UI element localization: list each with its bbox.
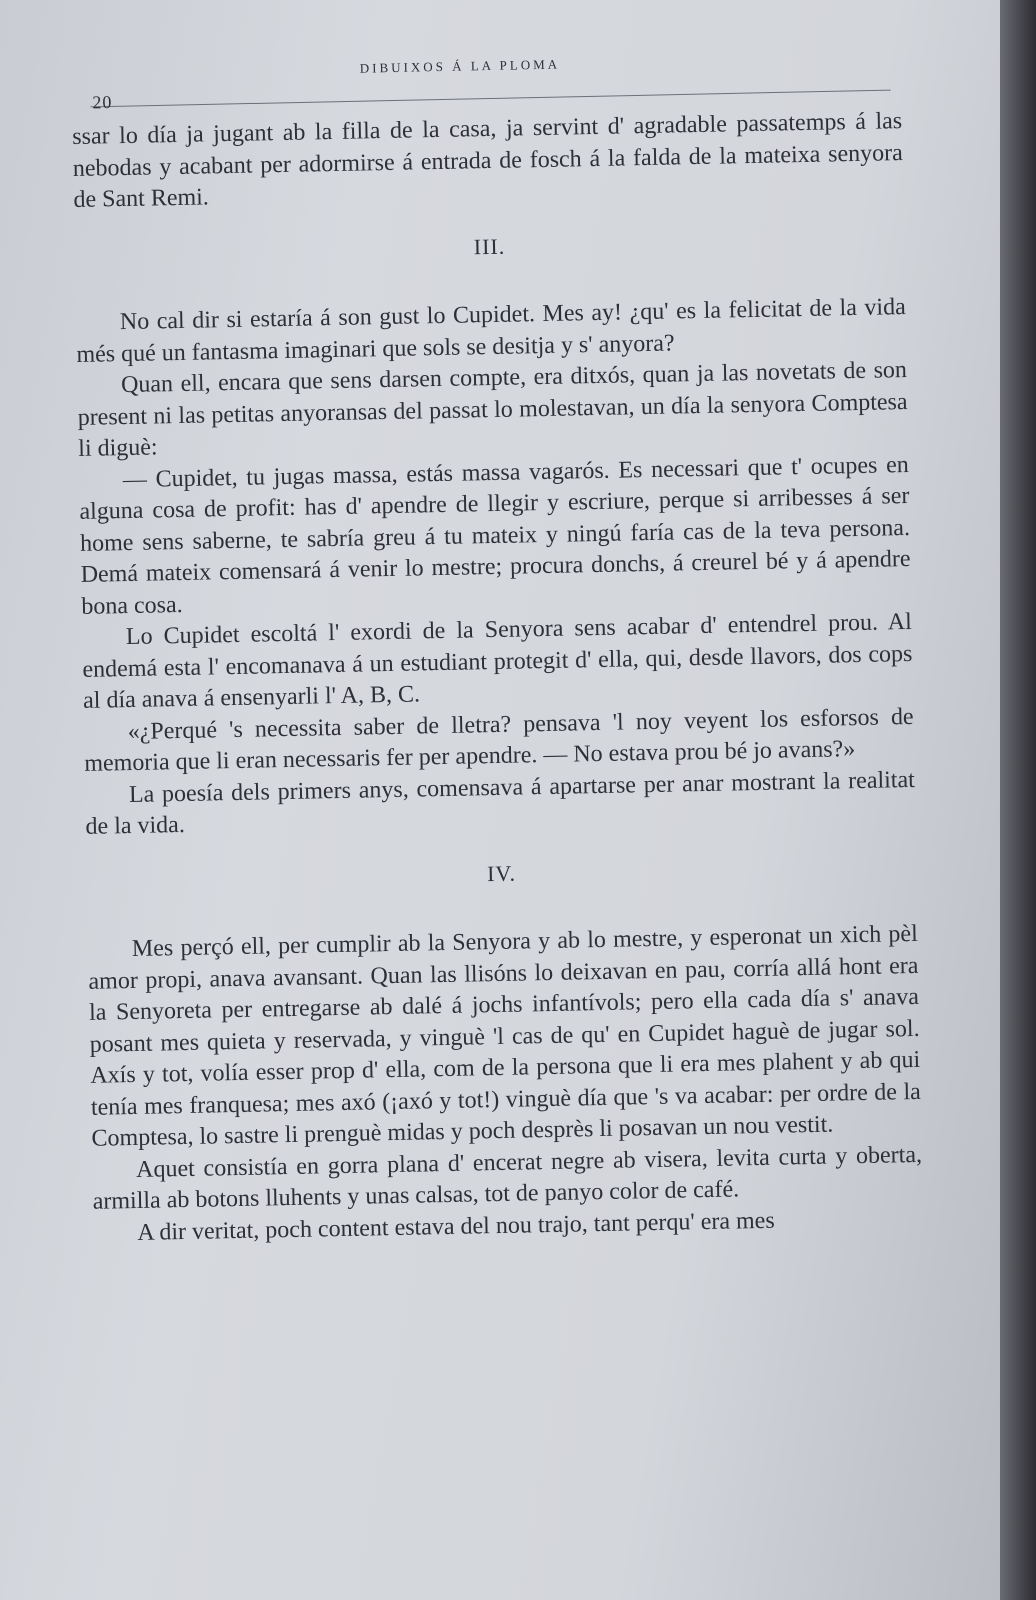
running-title: DIBUIXOS Á LA PLOMA <box>359 56 561 76</box>
paragraph: La poesía dels primers anys, comensava á apartarse per anar mostrant la realitat de la vida. <box>85 766 916 840</box>
paragraph: Quan ell, encara que sens darsen compte, era ditxós, quan ja las novetats de son present ni las petitas anyoransas del passat lo molestavan, un día la senyora Comptesa li diguè: <box>77 357 908 462</box>
paragraph: Lo Cupidet escoltá l' exordi de la Senyora sens acabar d' entendrel prou. Al endemá esta l' encomanava á un estudiant protegit d' ella, qui, desde llavors, dos cops al día anava á ensenyarli l' A, B, C. <box>82 608 913 714</box>
paragraph: «¿Perqué 's necessita saber de lletra? pensava 'l noy veyent los esforsos de memoria que li eran necessaris fer per apendre. — No estava prou bé jo avans?» <box>84 703 914 777</box>
paragraph: Aquet consistía en gorra plana d' encerat negre ab visera, levita curta y oberta, armilla ab botons lluhents y unas calsas, tot de panyo color de café. <box>92 1141 923 1215</box>
running-head <box>90 50 891 113</box>
paragraph: No cal dir si estaría á son gust lo Cupidet. Mes ay! ¿qu' es la felicitat de la vida més qué un fantasma imaginari que sols se desitja y s' anyora? <box>76 294 906 368</box>
paragraph: — Cupidet, tu jugas massa, estás massa vagarós. Es necessari que t' ocupes en alguna cosa de profit: has d' apendre de llegir y escriure, perque si arribesses á ser home sens saberne, te sabría greu á tu mateix y ningú faría cas de la teva persona. Demá mateix comensará á venir lo mestre; procura donchs, á creurel bé y á apendre bona cosa. <box>79 451 911 620</box>
paragraph: A dir veritat, poch content estava del nou trajo, tant perqu' era mes <box>137 1207 775 1246</box>
page-number: 20 <box>92 91 113 113</box>
page-edge-shadow <box>1000 0 1036 1600</box>
section-heading-iv: IV. <box>486 860 517 886</box>
body-text <box>72 106 924 1250</box>
section-heading-iii: III. <box>473 233 506 259</box>
paragraph: Mes perçó ell, per cumplir ab la Senyora y ab lo mestre, y esperonat un xich pèl amor propi, anava avansant. Quan las llisóns lo deixavan en pau, corría allá hont era la Senyoreta per entregarse ab dalé á jochs infantívols; pero ella cada día s' anava posant mes quieta y reservada, y vinguè 'l cas de qu' en Cupidet haguè de jugar sol. Axís y tot, volía esser prop d' ella, com de la persona que li era mes plahent y ab qui tenía mes franquesa; mes axó (¡axó y tot!) vinguè día que 's va acabar: per ordre de la Comptesa, lo sastre li prenguè midas y poch desprès li posavan un nou vestit. <box>88 920 922 1152</box>
paragraph: ssar lo día ja jugant ab la filla de la casa, ja servint d' agradable passatemps á las nebodas y acabant per adormirse á entrada de fosch á la falda de la mateixa senyora de Sant Remi. <box>72 108 903 213</box>
